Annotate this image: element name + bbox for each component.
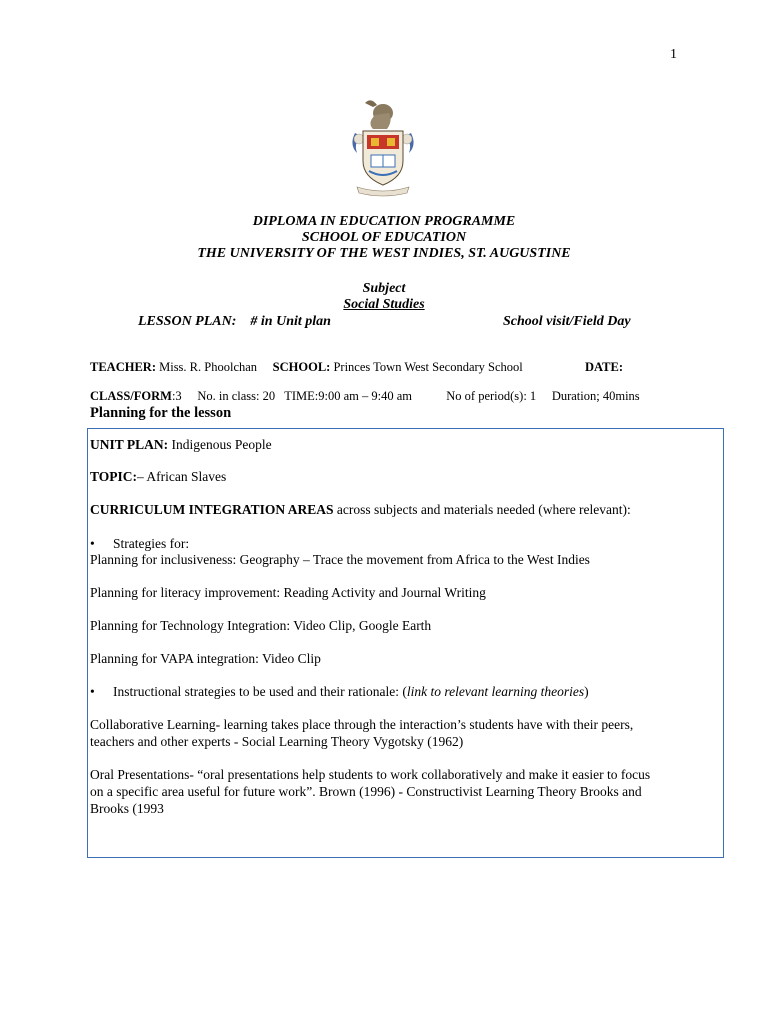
topic-line: [90, 469, 226, 486]
vapa-line: Planning for VAPA integration: Video Clip: [90, 651, 321, 666]
lesson-activity: School visit/Field Day: [503, 314, 631, 329]
class-label: CLASS/FORM: [90, 389, 172, 403]
bullet-icon: •: [90, 536, 95, 551]
university-crest-logo: [347, 93, 419, 199]
page-number: 1: [670, 47, 677, 62]
instructional-close: ): [584, 684, 589, 699]
strategies-text: Strategies for:: [113, 536, 190, 551]
lesson-time: TIME:9:00 am – 9:40 am: [284, 389, 413, 403]
duration: Duration; 40mins: [551, 389, 640, 403]
inclusiveness-line: Planning for inclusiveness: Geography – Trace the movement from Africa to the West Indies: [90, 552, 590, 567]
teacher-label: TEACHER:: [90, 360, 156, 374]
instructional-text: Instructional strategies to be used and their rationale: (: [113, 684, 407, 699]
topic-value: – African Slaves: [137, 469, 227, 484]
bullet-instructional: [90, 684, 589, 701]
technology-line: Planning for Technology Integration: Video Clip, Google Earth: [90, 618, 432, 633]
teacher-value: Miss. R. Phoolchan: [159, 360, 258, 374]
unit-plan-line: [90, 437, 272, 454]
collaborative-line-2: teachers and other experts - Social Learning Theory Vygotsky (1962): [90, 734, 464, 749]
unit-plan-value: Indigenous People: [171, 437, 272, 452]
lesson-plan-line: [138, 314, 331, 330]
unit-plan-number: # in Unit plan: [250, 314, 331, 329]
university-title: THE UNIVERSITY OF THE WEST INDIES, ST. AUGUSTINE: [197, 246, 571, 261]
bullet-icon: •: [90, 684, 95, 699]
oral-line-3: Brooks (1993: [90, 801, 164, 816]
topic-label: TOPIC:: [90, 469, 138, 484]
teacher-info-row: [90, 360, 623, 375]
oral-line-2: on a specific area useful for future work”. Brown (1996) - Constructivist Learning Theory Brooks and: [90, 784, 642, 799]
unit-plan-label: UNIT PLAN:: [90, 437, 169, 452]
bullet-strategies: [90, 536, 189, 553]
lesson-plan-label: LESSON PLAN:: [138, 314, 237, 329]
school-label: SCHOOL:: [272, 360, 331, 374]
cia-label: CURRICULUM INTEGRATION AREAS: [90, 502, 334, 517]
subject-label: Subject: [362, 281, 406, 296]
subject-value: Social Studies: [343, 297, 425, 312]
curriculum-integration-line: [90, 502, 631, 519]
cia-value: across subjects and materials needed (where relevant):: [336, 502, 631, 517]
school-value: Princes Town West Secondary School: [333, 360, 523, 374]
instructional-italic: link to relevant learning theories: [406, 684, 585, 699]
class-info-row: [90, 389, 640, 404]
planning-heading: Planning for the lesson: [90, 405, 232, 421]
class-value: :3: [171, 389, 182, 403]
class-size: No. in class: 20: [197, 389, 276, 403]
programme-title: DIPLOMA IN EDUCATION PROGRAMME: [252, 214, 516, 229]
date-label: DATE:: [585, 360, 623, 374]
oral-line-1: Oral Presentations- “oral presentations help students to work collaboratively and make it easier to focus: [90, 767, 651, 782]
collaborative-line-1: Collaborative Learning- learning takes place through the interaction’s students have with their peers,: [90, 717, 634, 732]
school-title: SCHOOL OF EDUCATION: [301, 230, 467, 245]
periods: No of period(s): 1: [446, 389, 537, 403]
literacy-line: Planning for literacy improvement: Reading Activity and Journal Writing: [90, 585, 486, 600]
